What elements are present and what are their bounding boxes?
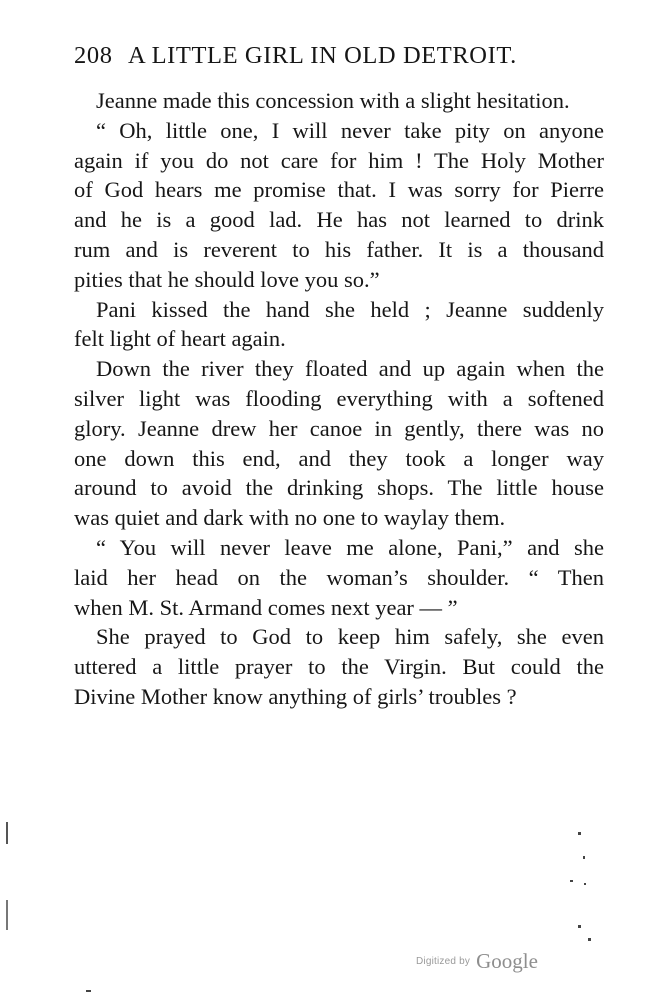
text-line: around to avoid the drinking shops. The little house	[74, 475, 604, 501]
text-line: silver light was flooding everything with a softened	[74, 385, 604, 411]
text-line: Jeanne made this concession with a slight hesitation.	[96, 88, 570, 113]
text-line: glory. Jeanne drew her canoe in gently, there was no	[74, 415, 604, 441]
text-line: pities that he should love you so.”	[74, 266, 380, 292]
scan-speck	[578, 925, 581, 928]
text-line: Divine Mother know anything of girls’ troubles ?	[74, 683, 517, 709]
text-line: rum and is reverent to his father. It is a thousand	[74, 236, 604, 262]
text-line: laid her head on the woman’s shoulder. “ Then	[74, 564, 604, 590]
text-line: Pani kissed the hand she held ; Jeanne suddenly	[96, 296, 604, 322]
text-line: “ Oh, little one, I will never take pity on anyone	[96, 117, 604, 143]
watermark-prefix: Digitized by	[416, 956, 471, 967]
text-line: when M. St. Armand comes next year — ”	[74, 594, 458, 620]
text-line: felt light of heart again.	[74, 326, 286, 352]
text-line: Down the river they floated and up again when the	[96, 356, 604, 382]
digitization-watermark	[416, 949, 576, 974]
scan-edge-mark	[6, 822, 8, 844]
google-logo: Google	[476, 949, 538, 973]
text-line: and he is a good lad. He has not learned to drink	[74, 207, 604, 233]
page-number: 208	[74, 42, 113, 69]
scan-speck	[584, 883, 586, 885]
text-line: “ You will never leave me alone, Pani,” and she	[96, 534, 604, 560]
scan-speck	[578, 832, 581, 835]
text-line: uttered a little prayer to the Virgin. But could the	[74, 654, 604, 680]
body-text	[74, 86, 604, 712]
text-line: one down this end, and they took a longer way	[74, 445, 604, 471]
running-header	[74, 42, 604, 70]
text-line: again if you do not care for him ! The Holy Mother	[74, 147, 604, 173]
scan-speck	[588, 938, 591, 941]
scan-edge-mark	[6, 900, 8, 930]
running-title: A LITTLE GIRL IN OLD DETROIT.	[127, 42, 517, 69]
scan-speck	[570, 880, 573, 882]
text-line: was quiet and dark with no one to waylay them.	[74, 505, 506, 531]
text-line: She prayed to God to keep him safely, she even	[96, 624, 604, 650]
scan-speck	[86, 990, 91, 992]
scan-speck	[583, 856, 585, 859]
text-line: of God hears me promise that. I was sorry for Pierre	[74, 177, 604, 203]
